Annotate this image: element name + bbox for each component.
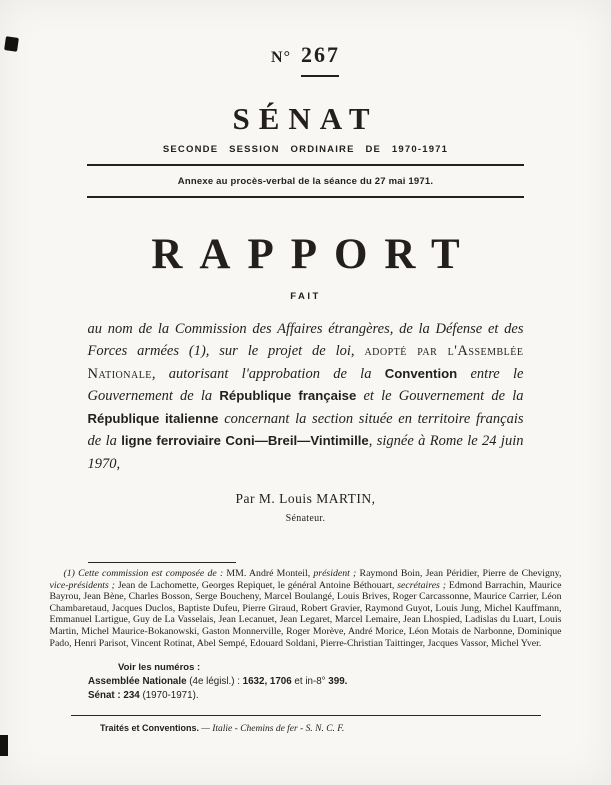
assemblee-nationale-reference: Assemblée Nationale (4e législ.) : 1632, 1706 et in-8° 399. (88, 676, 348, 688)
author-line: Par M. Louis MARTIN, (235, 491, 376, 506)
horizontal-rule-top (87, 164, 524, 166)
report-summary-paragraph: au nom de la Commission des Affaires étrangères, de la Défense et des Forces armées (1), sur le projet de loi, adopté par l'Assemblée Nationale, autorisant l'approbation de la Convention entre le Gouvernement de la République française et le Gouvernement de la République italienne concernant la section située en territoire français de la ligne ferroviaire Coni—Breil—Vintimille, signée à Rome le 24 juin 1970, (87, 320, 524, 472)
author-role: Sénateur. (285, 513, 326, 524)
footnote-separator-rule (88, 562, 236, 563)
voir-les-numeros-label: Voir les numéros : (118, 662, 201, 674)
horizontal-rule-under-annexe (87, 196, 524, 198)
subject-footer-line: Traités et Conventions. — Italie - Chemins de fer - S. N. C. F. (100, 723, 345, 735)
page-title: SÉNAT (232, 101, 379, 136)
scan-artifact-top-left (4, 36, 19, 52)
session-subtitle: SECONDE SESSION ORDINAIRE DE 1970-1971 (162, 144, 449, 155)
document-number (42, 42, 569, 68)
bottom-rule (71, 715, 541, 716)
number-underline-rule (301, 75, 339, 77)
document-number-label: N° (271, 49, 291, 66)
commission-footnote: (1) Cette commission est composée de : MM. André Monteil, président ; Raymond Boin, Jean Péridier, Pierre de Chevigny, vice-présidents ; Jean de Lachomette, Georges Repiquet, le général Antoine Béthouart, secrétaires ; Edmond Barrachin, Maurice Bayrou, Jean Bène, Charles Bosson, Serge Boucheny, Marcel Boulangé, Louis Brives, Roger Carcassonne, Maurice Carrier, Léon Chambaretaud, Jacques Duclos, Baptiste Dufeu, Pierre Giraud, Robert Gravier, Raymond Guyot, Louis Jung, Michel Kauffmann, Emmanuel Lartigue, Guy de La Vasselais, Jean Lecanuet, Jean Legaret, Marcel Lemaire, Jean Lhospied, Ladislas du Luart, Louis Martin, Michel Maurice-Bokanowski, Gaston Monnerville, Roger Morève, André Morice, Léon Motais de Narbonne, Dominique Pado, Henri Parisot, Vincent Rotinat, Abel Sempé, Edouard Soldani, Pierre-Christian Taittinger, Jacques Vassor, Michel Yver. (49, 568, 562, 649)
fait-label: FAIT (290, 290, 321, 302)
senat-reference: Sénat : 234 (1970-1971). (88, 690, 199, 702)
document-number-value: 267 (300, 42, 340, 67)
annexe-line: Annexe au procès-verbal de la séance du 27 mai 1971. (177, 176, 434, 187)
scan-artifact-left-edge (0, 735, 8, 756)
report-title: RAPPORT (151, 230, 477, 278)
